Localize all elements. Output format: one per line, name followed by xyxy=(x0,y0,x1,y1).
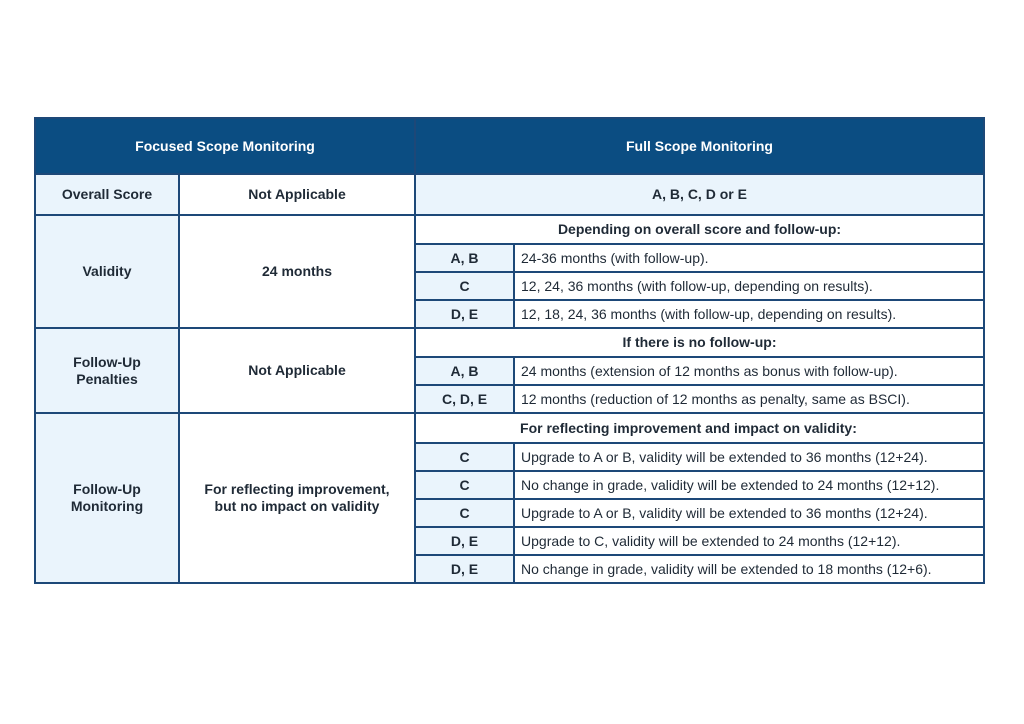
description-cell: 12, 18, 24, 36 months (with follow-up, depending on results). xyxy=(514,300,984,328)
description-cell: Upgrade to C, validity will be extended to 24 months (12+12). xyxy=(514,527,984,555)
penalties-focused: Not Applicable xyxy=(179,328,415,413)
header-row xyxy=(35,118,984,174)
grade-cell: A, B xyxy=(415,244,514,272)
description-cell: Upgrade to A or B, validity will be extended to 36 months (12+24). xyxy=(514,443,984,471)
validity-label: Validity xyxy=(35,215,179,328)
overall-score-focused: Not Applicable xyxy=(179,174,415,215)
full-scope-header: Full Scope Monitoring xyxy=(415,118,984,174)
grade-cell: C xyxy=(415,471,514,499)
grade-cell: D, E xyxy=(415,555,514,583)
overall-score-full: A, B, C, D or E xyxy=(415,174,984,215)
overall-score-row xyxy=(35,174,984,215)
description-cell: Upgrade to A or B, validity will be extended to 36 months (12+24). xyxy=(514,499,984,527)
grade-cell: C, D, E xyxy=(415,385,514,413)
grade-cell: C xyxy=(415,272,514,300)
validity-row xyxy=(35,215,984,244)
description-cell: No change in grade, validity will be extended to 18 months (12+6). xyxy=(514,555,984,583)
monitoring-label: Follow-Up Monitoring xyxy=(35,413,179,583)
description-cell: 12, 24, 36 months (with follow-up, depending on results). xyxy=(514,272,984,300)
focused-scope-header: Focused Scope Monitoring xyxy=(35,118,415,174)
grade-cell: D, E xyxy=(415,527,514,555)
penalties-row xyxy=(35,328,984,357)
monitoring-comparison-table xyxy=(34,117,985,584)
description-cell: No change in grade, validity will be extended to 24 months (12+12). xyxy=(514,471,984,499)
monitoring-focused: For reflecting improvement, but no impact on validity xyxy=(179,413,415,583)
grade-cell: A, B xyxy=(415,357,514,385)
description-cell: 24 months (extension of 12 months as bonus with follow-up). xyxy=(514,357,984,385)
monitoring-row xyxy=(35,413,984,443)
description-cell: 24-36 months (with follow-up). xyxy=(514,244,984,272)
description-cell: 12 months (reduction of 12 months as penalty, same as BSCI). xyxy=(514,385,984,413)
overall-score-label: Overall Score xyxy=(35,174,179,215)
grade-cell: C xyxy=(415,443,514,471)
penalties-subheader: If there is no follow-up: xyxy=(415,328,984,357)
monitoring-subheader: For reflecting improvement and impact on validity: xyxy=(415,413,984,443)
validity-subheader: Depending on overall score and follow-up: xyxy=(415,215,984,244)
penalties-label: Follow-Up Penalties xyxy=(35,328,179,413)
grade-cell: C xyxy=(415,499,514,527)
grade-cell: D, E xyxy=(415,300,514,328)
validity-focused: 24 months xyxy=(179,215,415,328)
